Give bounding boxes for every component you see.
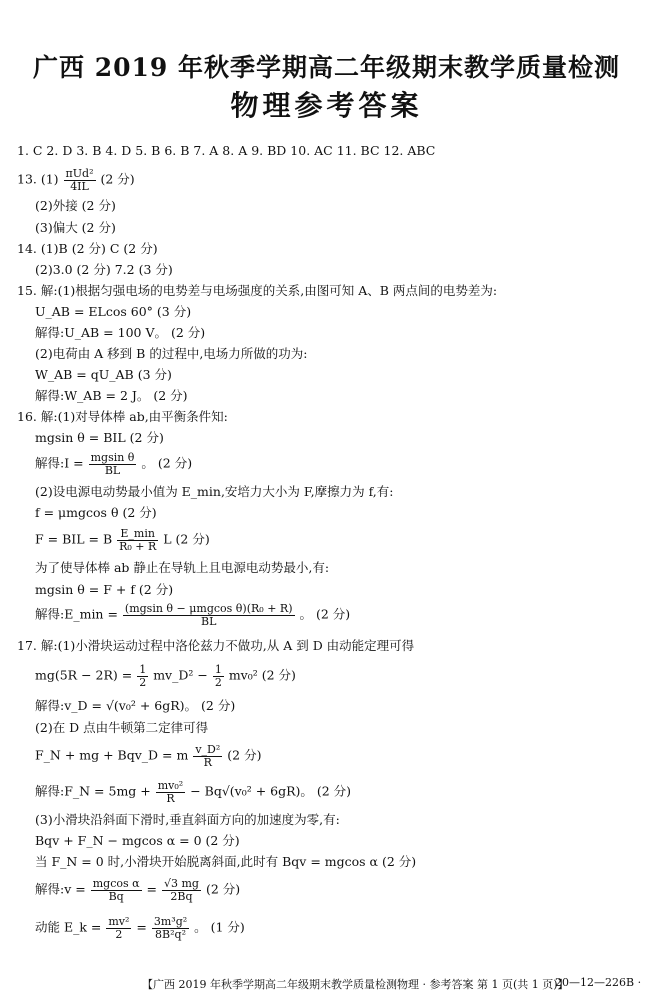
- eq-prefix: F = BIL = B: [35, 531, 113, 547]
- mc-answers: 1. C 2. D 3. B 4. D 5. B 6. B 7. A 8. A 9. BD 10. AC 11. BC 12. ABC: [17, 143, 436, 158]
- fraction-half: [213, 664, 224, 688]
- fraction: [117, 528, 158, 552]
- eq-prefix: 解得:E_min =: [35, 606, 118, 622]
- fraction: [89, 452, 137, 476]
- q15-line-b: U_AB = ELcos 60° (3 分): [35, 304, 192, 319]
- q15-line-c: 解得:U_AB = 100 V。 (2 分): [35, 325, 206, 340]
- frac-numerator: v_D²: [195, 743, 221, 756]
- frac-numerator: 1: [214, 663, 222, 676]
- frac-denominator: 4IL: [70, 179, 89, 193]
- q16-line-a: 16. 解:(1)对导体棒 ab,由平衡条件知:: [17, 409, 228, 424]
- fraction: [152, 916, 189, 940]
- q16-line-i: [35, 603, 350, 627]
- q17-line-g: (3)小滑块沿斜面下滑时,垂直斜面方向的加速度为零,有:: [35, 812, 340, 827]
- eq-suffix: − Bq√(v₀² + 6gR)。 (2 分): [190, 783, 352, 799]
- q13-part2: (2)外接 (2 分): [35, 198, 116, 213]
- eq-prefix: 解得:F_N = 5mg +: [35, 783, 151, 799]
- eq-suffix: (2 分): [227, 747, 262, 763]
- q17-line-k: [35, 916, 245, 940]
- q15-line-d: (2)电荷由 A 移到 B 的过程中,电场力所做的功为:: [35, 346, 308, 361]
- q16-line-c: [35, 452, 192, 476]
- frac-denominator: 2: [139, 675, 147, 689]
- q16-line-e: f = μmgcos θ (2 分): [35, 505, 157, 520]
- page-subtitle: 物理参考答案: [230, 89, 423, 122]
- frac-denominator: BL: [104, 463, 121, 477]
- q17-line-e: [35, 744, 261, 768]
- q14-part1: 14. (1)B (2 分) C (2 分): [17, 241, 158, 256]
- frac-numerator: 1: [139, 663, 147, 676]
- q16-line-g: 为了使导体棒 ab 静止在导轨上且电源电动势最小,有:: [35, 560, 330, 575]
- frac-numerator: √3 mg: [164, 877, 199, 890]
- fraction: [91, 878, 142, 902]
- eq-prefix: mg(5R − 2R) =: [35, 667, 133, 683]
- q13-fraction: [64, 168, 96, 192]
- q17-line-f: [35, 780, 351, 804]
- q13-part1: [17, 168, 135, 192]
- eq-prefix: F_N + mg + Bqv_D = m: [35, 747, 189, 763]
- q15-line-f: 解得:W_AB = 2 J。 (2 分): [35, 388, 188, 403]
- q14-part2: (2)3.0 (2 分) 7.2 (3 分): [35, 262, 173, 277]
- fraction: [123, 603, 295, 627]
- frac-numerator: mv²: [108, 915, 130, 928]
- fraction: [106, 916, 131, 940]
- eq-suffix: mv₀² (2 分): [228, 667, 296, 683]
- fraction: [162, 878, 201, 902]
- eq-suffix: 。 (2 分): [141, 455, 193, 471]
- q15-line-a: 15. 解:(1)根据匀强电场的电势差与电场强度的关系,由图可知 A、B 两点间的电势差为:: [17, 283, 498, 298]
- frac-numerator: πUd²: [65, 167, 94, 180]
- score: (2 分): [100, 171, 135, 187]
- q15-line-e: W_AB = qU_AB (3 分): [35, 367, 172, 382]
- frac-numerator: (mgsin θ − μmgcos θ)(R₀ + R): [124, 602, 293, 615]
- q17-line-j: [35, 878, 240, 902]
- q16-line-f: [35, 528, 210, 552]
- eq-prefix: 解得:I =: [35, 455, 84, 471]
- equals-sign: =: [146, 881, 158, 897]
- q17-line-d: (2)在 D 点由牛顿第二定律可得: [35, 720, 209, 735]
- fraction: [156, 780, 185, 804]
- eq-prefix: 解得:v =: [35, 881, 86, 897]
- q17-line-i: 当 F_N = 0 时,小滑块开始脱离斜面,此时有 Bqv = mgcos α (2 分): [35, 854, 417, 869]
- q17-line-h: Bqv + F_N − mgcos α = 0 (2 分): [35, 833, 240, 848]
- fraction-half: [137, 664, 148, 688]
- frac-denominator: 2Bq: [170, 889, 193, 903]
- eq-suffix: 。 (2 分): [299, 606, 351, 622]
- frac-numerator: 3m³g²: [153, 915, 188, 928]
- eq-prefix: 动能 E_k =: [35, 919, 102, 935]
- frac-denominator: 8B²q²: [155, 927, 186, 941]
- frac-numerator: mv₀²: [157, 779, 184, 792]
- q17-line-c: 解得:v_D = √(v₀² + 6gR)。 (2 分): [35, 698, 236, 713]
- equals-sign: =: [136, 919, 147, 935]
- frac-denominator: Bq: [108, 889, 124, 903]
- eq-suffix: (2 分): [205, 881, 241, 897]
- fraction: [193, 744, 222, 768]
- frac-denominator: 2: [115, 927, 123, 941]
- page-title: 广西 2019 年秋季学期高二年级期末教学质量检测: [33, 53, 620, 82]
- frac-denominator: BL: [201, 614, 217, 628]
- eq-suffix: L (2 分): [163, 531, 210, 547]
- frac-denominator: R: [203, 755, 212, 769]
- frac-numerator: mgsin θ: [90, 451, 135, 464]
- doc-code: · 20—12—226B ·: [548, 976, 642, 989]
- frac-denominator: 2: [214, 675, 222, 689]
- eq-middle: mv_D² −: [153, 667, 208, 683]
- q16-line-d: (2)设电源电动势最小值为 E_min,安培力大小为 F,摩擦力为 f,有:: [35, 484, 394, 499]
- eq-suffix: 。 (1 分): [194, 919, 245, 935]
- q13-label: 13. (1): [17, 171, 59, 187]
- q17-line-b: [35, 664, 296, 688]
- frac-denominator: R₀ + R: [119, 539, 157, 553]
- q13-part3: (3)偏大 (2 分): [35, 220, 116, 235]
- page-footer: 【广西 2019 年秋季学期高二年级期末教学质量检测物理 · 参考答案 第 1 页(共 1 页)】: [142, 978, 569, 991]
- frac-numerator: E_min: [117, 528, 158, 541]
- q16-line-b: mgsin θ = BIL (2 分): [35, 430, 164, 445]
- q17-line-a: 17. 解:(1)小滑块运动过程中洛伦兹力不做功,从 A 到 D 由动能定理可得: [17, 638, 415, 653]
- frac-numerator: mgcos α: [92, 877, 140, 890]
- q16-line-h: mgsin θ = F + f (2 分): [35, 582, 174, 597]
- frac-denominator: R: [166, 791, 175, 805]
